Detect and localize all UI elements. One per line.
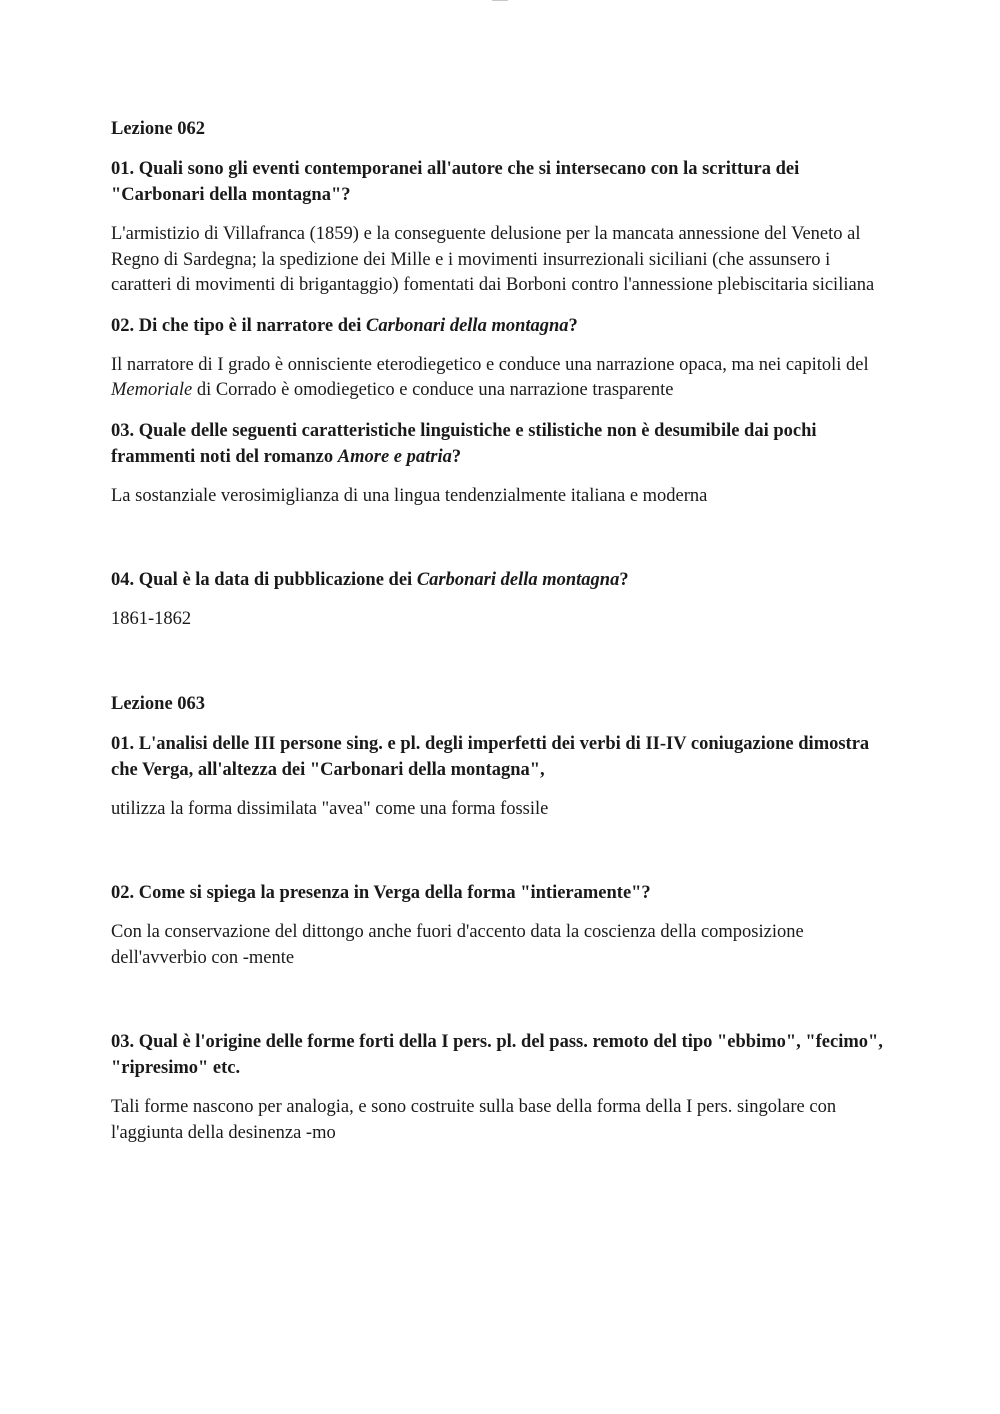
italic-text-run: Amore e patria [337, 446, 452, 467]
text-run: 01. Quali sono gli eventi contemporanei all'autore che si intersecano con la scrittura dei "Carbonari della montagna"? [111, 159, 800, 205]
question [111, 567, 891, 593]
item-gap [111, 523, 891, 567]
text-run: 04. Qual è la data di pubblicazione dei [111, 570, 417, 590]
text-run: 03. Quale delle seguenti caratteristiche linguistiche e stilistiche non è desumibile dai pochi frammenti noti del romanzo [111, 420, 817, 467]
answer [111, 607, 891, 633]
text-run: L'armistizio di Villafranca (1859) e la conseguente delusione per la mancata annessione del Veneto al Regno di Sardegna; la spedizione dei Mille e i movimenti insurrezionali siciliani (che assunsero i caratteri di movimenti di brigantaggio) fomentati dai Borboni contro l'annessione plebiscitaria siciliana [111, 224, 875, 295]
text-run: 02. Come si spiega la presenza in Verga della forma "intieramente"? [111, 883, 651, 903]
italic-text-run: Memoriale [111, 380, 193, 400]
text-run: Il narratore di I grado è onnisciente eterodiegetico e conduce una narrazione opaca, ma nei capitoli del [111, 354, 869, 375]
document-page [111, 116, 891, 1160]
answer [111, 1095, 891, 1146]
answer [111, 484, 891, 510]
question [111, 1029, 891, 1081]
item-gap [111, 985, 891, 1029]
section-gap [111, 647, 891, 691]
answer [111, 353, 891, 404]
item-gap [111, 836, 891, 880]
text-run: 02. Di che tipo è il narratore dei [111, 315, 367, 336]
answer [111, 797, 891, 823]
text-run: 01. L'analisi delle III persone sing. e pl. degli imperfetti dei verbi di II-IV coniugazione dimostra che Verga, all'altezza dei "Carbonari della montagna", [111, 733, 870, 780]
text-run: di Corrado è omodiegetico e conduce una narrazione trasparente [192, 380, 674, 400]
text-run: Con la conservazione del dittongo anche fuori d'accento data la coscienza della composizione dell'avverbio con -mente [111, 922, 804, 968]
italic-text-run: Carbonari della montagna [416, 570, 620, 590]
text-run: Tali forme nascono per analogia, e sono costruite sulla base della forma della I pers. singolare con l'aggiunta della desinenza -mo [111, 1097, 837, 1143]
italic-text-run: Carbonari della montagna [366, 315, 569, 336]
text-run: ? [451, 446, 462, 467]
text-run: ? [619, 570, 629, 590]
text-run: 1861-1862 [111, 609, 192, 629]
text-run: utilizza la forma dissimilata "avea" come una forma fossile [111, 798, 549, 819]
question [111, 880, 891, 906]
text-run: 03. Qual è l'origine delle forme forti della I pers. pl. del pass. remoto del tipo "ebbimo", "fecimo", "ripresimo" etc. [111, 1032, 883, 1078]
answer [111, 222, 891, 299]
text-run: ? [568, 315, 578, 336]
lesson-title: Lezione 062 [111, 119, 206, 139]
question [111, 731, 891, 783]
page-top-mark [492, 0, 508, 3]
answer [111, 920, 891, 971]
question [111, 418, 891, 470]
lesson-title: Lezione 063 [111, 693, 206, 714]
question [111, 156, 891, 208]
question [111, 313, 891, 339]
text-run: La sostanziale verosimiglianza di una lingua tendenzialmente italiana e moderna [111, 485, 708, 506]
